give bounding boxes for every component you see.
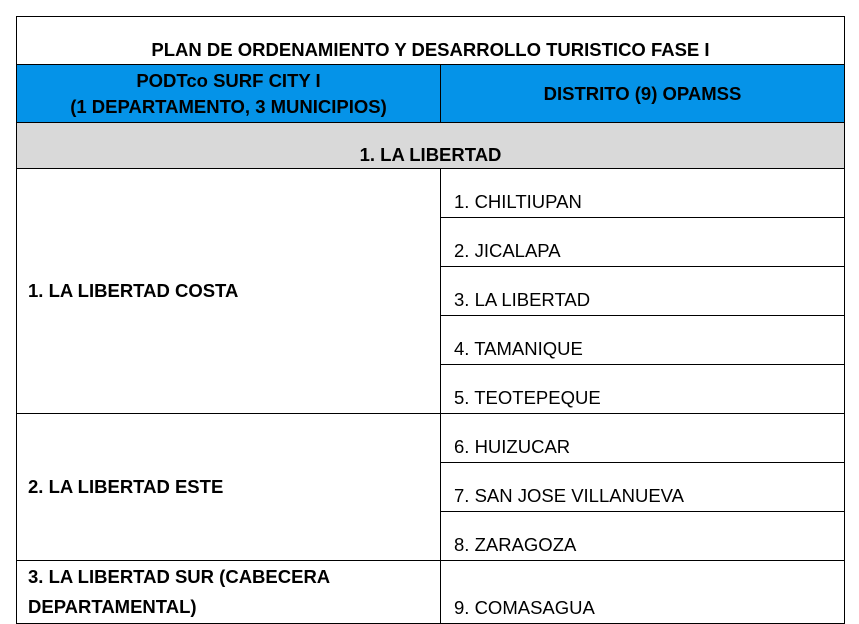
municipio-cell: 9. COMASAGUA xyxy=(441,561,845,624)
zone-name: 1. LA LIBERTAD COSTA xyxy=(17,169,441,414)
plan-table xyxy=(16,16,845,624)
table-title: PLAN DE ORDENAMIENTO Y DESARROLLO TURISTICO FASE I xyxy=(17,17,845,65)
header-left xyxy=(17,65,441,123)
table-row xyxy=(17,561,845,624)
header-left-line1: PODTco SURF CITY I xyxy=(136,69,321,91)
municipio-cell: 8. ZARAGOZA xyxy=(441,512,845,561)
section-label: 1. LA LIBERTAD xyxy=(17,123,845,169)
header-left-line2: (1 DEPARTAMENTO, 3 MUNICIPIOS) xyxy=(70,95,387,117)
table-row xyxy=(17,169,845,218)
table-row xyxy=(17,414,845,463)
municipio-cell: 7. SAN JOSE VILLANUEVA xyxy=(441,463,845,512)
municipio-cell: 1. CHILTIUPAN xyxy=(441,169,845,218)
header-right: DISTRITO (9) OPAMSS xyxy=(441,65,845,123)
header-row xyxy=(17,65,845,123)
zone-name: 3. LA LIBERTAD SUR (CABECERA DEPARTAMENTAL) xyxy=(17,561,441,624)
zone-name: 2. LA LIBERTAD ESTE xyxy=(17,414,441,561)
municipio-cell: 4. TAMANIQUE xyxy=(441,316,845,365)
municipio-cell: 2. JICALAPA xyxy=(441,218,845,267)
municipio-cell: 3. LA LIBERTAD xyxy=(441,267,845,316)
municipio-cell: 5. TEOTEPEQUE xyxy=(441,365,845,414)
title-row xyxy=(17,17,845,65)
section-row xyxy=(17,123,845,169)
municipio-cell: 6. HUIZUCAR xyxy=(441,414,845,463)
